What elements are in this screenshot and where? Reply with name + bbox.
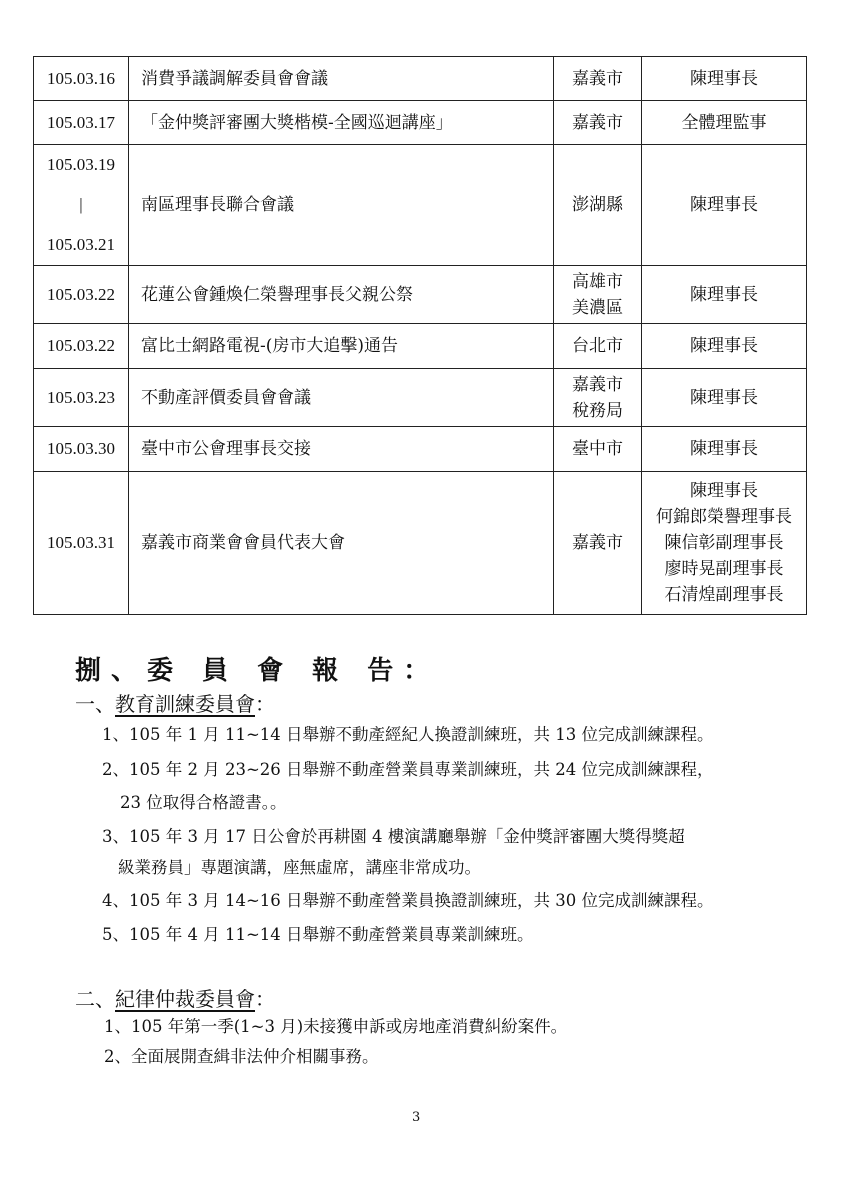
schedule-table: [33, 56, 807, 615]
place-cell: 嘉義市: [554, 101, 642, 145]
list-item: 2、全面展開查緝非法仲介相關事務。: [104, 1047, 379, 1066]
attendee-cell: 陳理事長: [642, 427, 807, 472]
attendee-cell: 陳理事長: [642, 324, 807, 369]
committee-heading-discipline: [75, 983, 275, 1012]
date-cell: 105.03.23: [34, 369, 129, 427]
event-cell: 嘉義市商業會會員代表大會: [129, 472, 554, 615]
date-cell: 105.03.22: [34, 324, 129, 369]
table-row: [34, 101, 807, 145]
event-cell: 「金仲獎評審團大獎楷模-全國巡迴講座」: [129, 101, 554, 145]
date-cell: 105.03.17: [34, 101, 129, 145]
attendee-cell: 全體理監事: [642, 101, 807, 145]
table-row: [34, 57, 807, 101]
table-row: [34, 472, 807, 615]
list-item: 2、105 年 2 月 23~26 日舉辦不動產營業員專業訓練班，共 24 位完成訓練課程，: [102, 760, 714, 779]
table-row: [34, 145, 807, 266]
table-row: [34, 427, 807, 472]
place-cell: 嘉義市: [554, 472, 642, 615]
event-cell: 花蓮公會鍾煥仁榮譽理事長父親公祭: [129, 266, 554, 324]
date-separator: |: [79, 195, 83, 214]
list-item: 23 位取得合格證書。。: [120, 793, 287, 812]
table-row: [34, 369, 807, 427]
list-item: 級業務員」專題演講，座無虛席，講座非常成功。: [118, 858, 481, 877]
list-item: 1、105 年第一季(1~3 月)未接獲申訴或房地產消費糾紛案件。: [104, 1017, 568, 1036]
heading-suffix: ：: [255, 692, 275, 716]
place-cell: 澎湖縣: [554, 145, 642, 266]
date-cell: 105.03.22: [34, 266, 129, 324]
event-cell: 臺中市公會理事長交接: [129, 427, 554, 472]
heading-suffix: ：: [255, 987, 275, 1011]
list-item: 4、105 年 3 月 14~16 日舉辦不動產營業員換證訓練班，共 30 位完成訓練課程。: [102, 891, 714, 910]
list-item: 3、105 年 3 月 17 日公會於再耕園 4 樓演講廳舉辦「金仲獎評審團大獎得獎超: [102, 827, 685, 846]
attendee-cell: [642, 472, 807, 615]
attendee-cell: 陳理事長: [642, 266, 807, 324]
heading-name: 紀律仲裁委員會: [115, 987, 255, 1011]
place-cell: 台北市: [554, 324, 642, 369]
place-cell: [554, 369, 642, 427]
date-start: 105.03.19: [47, 155, 115, 174]
place-line: 稅務局: [572, 400, 623, 421]
attendee-line: 陳理事長: [690, 481, 758, 501]
place-cell: 臺中市: [554, 427, 642, 472]
event-cell: 消費爭議調解委員會會議: [129, 57, 554, 101]
attendee-line: 廖時晃副理事長: [664, 559, 784, 579]
table-row: [34, 324, 807, 369]
section-title: 捌、委 員 會 報 告：: [75, 656, 440, 686]
attendee-line: 石清煌副理事長: [664, 585, 784, 605]
place-line: 美濃區: [572, 297, 623, 318]
page-number: 3: [412, 1110, 421, 1125]
list-item: 5、105 年 4 月 11~14 日舉辦不動產營業員專業訓練班。: [102, 925, 534, 944]
date-cell: 105.03.16: [34, 57, 129, 101]
heading-name: 教育訓練委員會: [115, 692, 255, 716]
table-row: [34, 266, 807, 324]
place-line: 高雄市: [572, 271, 623, 292]
attendee-cell: 陳理事長: [642, 369, 807, 427]
heading-prefix: 一、: [75, 692, 115, 716]
attendee-line: 何錦郎榮譽理事長: [656, 507, 792, 527]
attendee-line: 陳信彰副理事長: [664, 533, 784, 553]
list-item: 1、105 年 1 月 11~14 日舉辦不動產經紀人換證訓練班，共 13 位完成訓練課程。: [102, 725, 714, 744]
date-range-cell: [34, 145, 129, 266]
attendee-cell: 陳理事長: [642, 145, 807, 266]
event-cell: 不動產評價委員會會議: [129, 369, 554, 427]
date-cell: 105.03.31: [34, 472, 129, 615]
place-cell: 嘉義市: [554, 57, 642, 101]
date-cell: 105.03.30: [34, 427, 129, 472]
date-end: 105.03.21: [47, 235, 115, 254]
heading-prefix: 二、: [75, 987, 115, 1011]
committee-heading-education: [75, 688, 275, 717]
event-cell: 南區理事長聯合會議: [129, 145, 554, 266]
attendee-cell: 陳理事長: [642, 57, 807, 101]
event-cell: 富比士網路電視-(房市大追擊)通告: [129, 324, 554, 369]
place-line: 嘉義市: [572, 374, 623, 395]
place-cell: [554, 266, 642, 324]
